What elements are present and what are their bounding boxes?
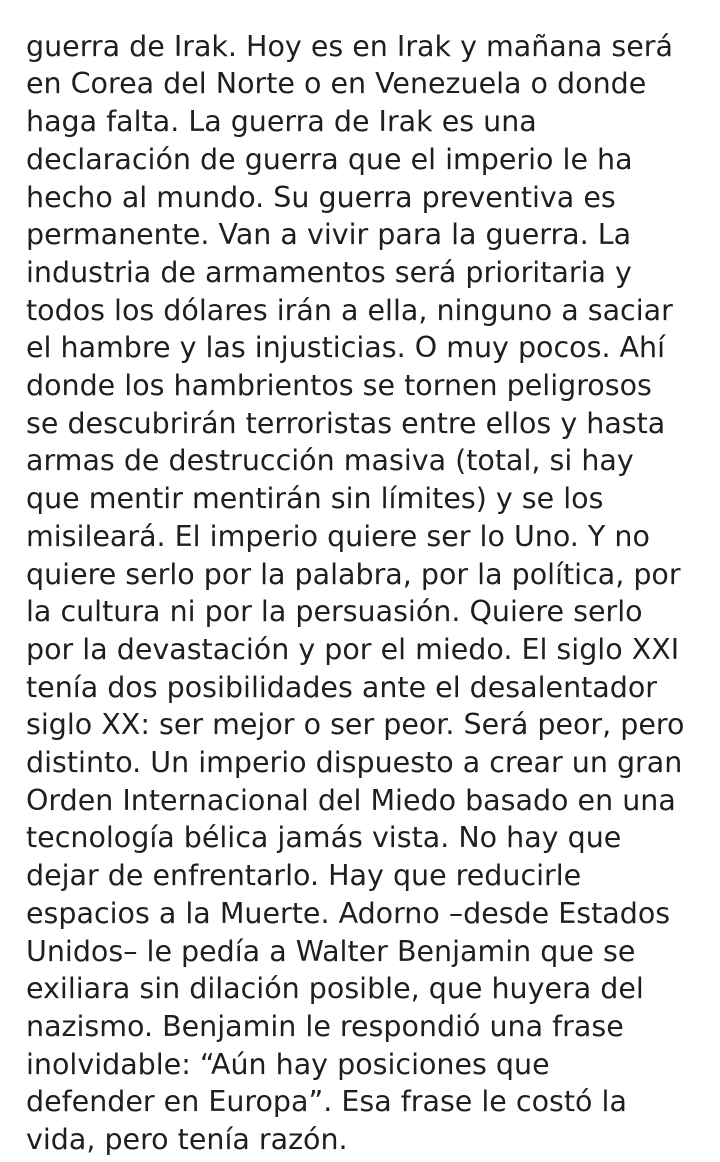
text-line-27: nazismo. Benjamin le respondió una frase [26, 1009, 624, 1043]
text-line-1: guerra de Irak. Hoy es en Irak y mañana será [26, 29, 673, 63]
text-line-12: armas de destrucción masiva (total, si hay [26, 444, 634, 478]
text-line-6: permanente. Van a vivir para la guerra. La [26, 218, 632, 252]
text-line-22: tecnología bélica jamás vista. No hay que [26, 821, 622, 855]
text-line-24: espacios a la Muerte. Adorno –desde Estados [26, 896, 671, 930]
text-line-19: siglo XX: ser mejor o ser peor. Será peor, pero [26, 708, 685, 742]
text-line-11: se descubrirán terroristas entre ellos y hasta [26, 406, 666, 440]
text-line-4: declaración de guerra que el imperio le ha [26, 142, 633, 176]
text-line-13: que mentir mentirán sin límites) y se los [26, 482, 604, 516]
text-line-10: donde los hambrientos se tornen peligrosos [26, 369, 652, 403]
text-line-3: haga falta. La guerra de Irak es una [26, 105, 537, 139]
text-line-21: Orden Internacional del Miedo basado en una [26, 783, 676, 817]
cropped-line-top [26, 0, 716, 28]
text-line-25: Unidos– le pedía a Walter Benjamin que se [26, 934, 636, 968]
text-line-7: industria de armamentos será prioritaria y [26, 255, 632, 289]
text-line-16: la cultura ni por la persuasión. Quiere serlo [26, 595, 643, 629]
text-line-9: el hambre y las injusticias. O muy pocos. Ahí [26, 331, 666, 365]
text-line-26: exiliara sin dilación posible, que huyera del [26, 972, 644, 1006]
text-line-5: hecho al mundo. Su guerra preventiva es [26, 180, 616, 214]
text-line-28: inolvidable: “Aún hay posiciones que [26, 1047, 550, 1081]
body-text [26, 0, 716, 1159]
text-line-20: distinto. Un imperio dispuesto a crear un gran [26, 746, 683, 780]
text-line-29: defender en Europa”. Esa frase le costó la [26, 1085, 627, 1119]
text-line-2: en Corea del Norte o en Venezuela o donde [26, 67, 647, 101]
text-line-18: tenía dos posibilidades ante el desalentador [26, 670, 658, 704]
text-line-15: quiere serlo por la palabra, por la política, por [26, 557, 681, 591]
text-line-17: por la devastación y por el miedo. El siglo XXI [26, 632, 680, 666]
text-line-14: misileará. El imperio quiere ser lo Uno. Y no [26, 519, 650, 553]
text-line-30: vida, pero tenía razón. [26, 1123, 348, 1157]
text-line-8: todos los dólares irán a ella, ninguno a saciar [26, 293, 673, 327]
text-line-23: dejar de enfrentarlo. Hay que reducirle [26, 859, 582, 893]
